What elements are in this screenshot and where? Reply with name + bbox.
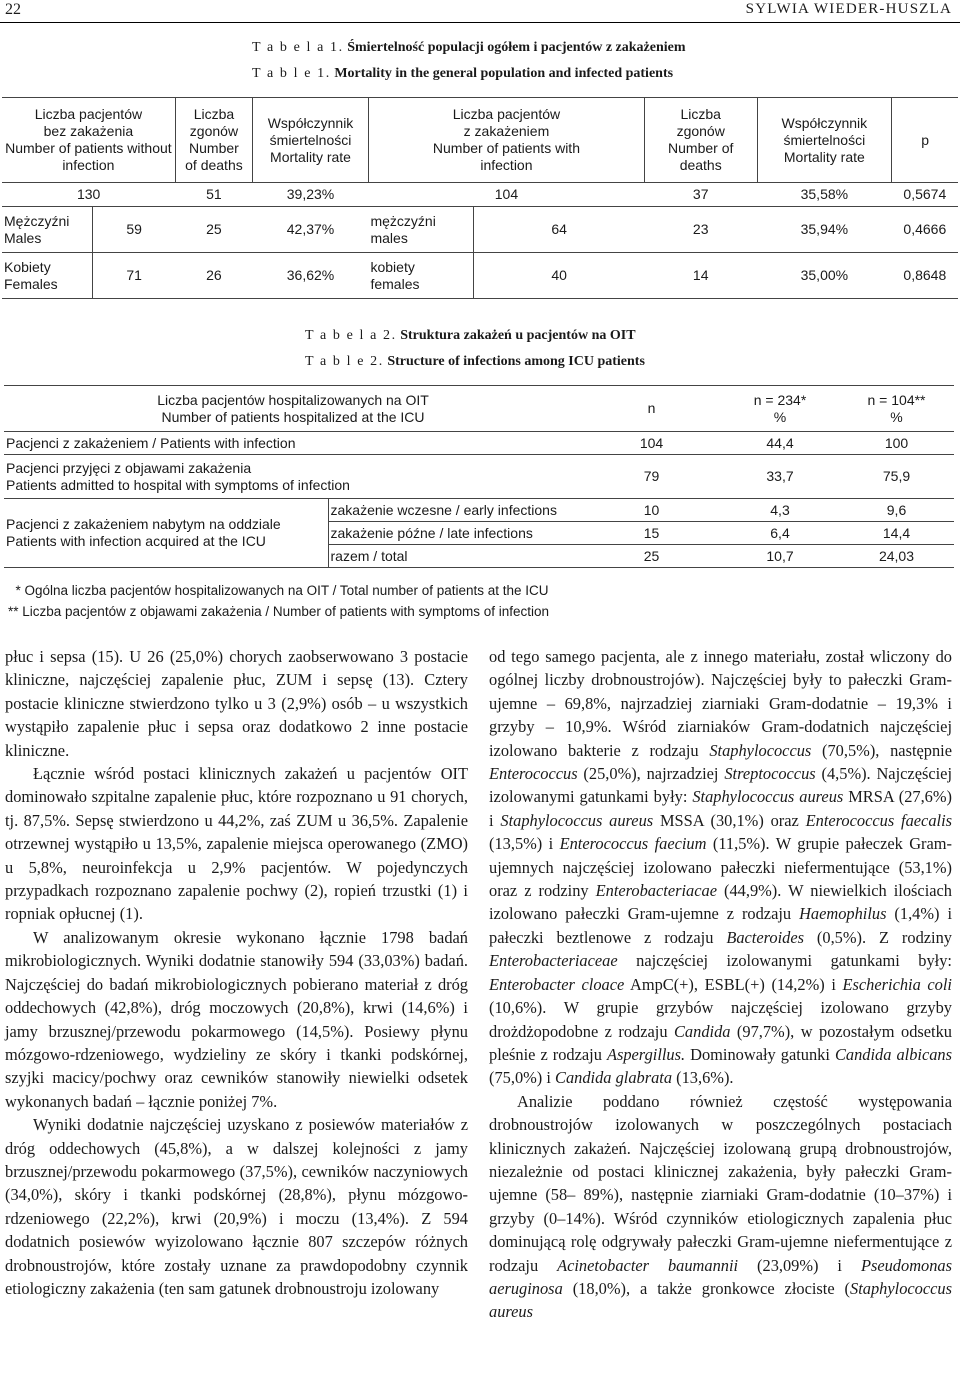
row-label-males: Mężczyźni Males	[2, 207, 93, 253]
cell-pct104: 75,9	[882, 468, 911, 484]
row-label-acquired: Pacjenci z zakażeniem nabytym na oddziale Patients with infection acquired at the ICU	[4, 499, 328, 568]
row-label-females: Kobiety Females	[2, 253, 93, 299]
cell-pct104: 14,4	[882, 524, 911, 541]
cell-n: 25	[643, 547, 660, 564]
cell-rate1-males: 42,37%	[286, 221, 335, 237]
table2-caption-pl	[305, 328, 636, 344]
header-infected: Liczba pacjentów z zakażeniem Number of patients with infection	[368, 98, 644, 183]
cell-deaths2-females: 14	[692, 267, 709, 283]
cell-pct104: 9,6	[886, 501, 907, 518]
table1-caption-pl	[252, 40, 686, 56]
cell-rate2-males: 35,94%	[800, 221, 849, 237]
cell-deaths1-females: 26	[206, 267, 222, 283]
table2-title-en: Structure of infections among ICU patients	[387, 354, 645, 369]
paragraph: Analizie poddano również częstość występowania drobnoustrojów izolowanych w poszczególnych postaciach klinicznych zakażeń. Najczęściej izolowaną grupą drobnoustrojów, niezależnie od postaci klinicznej zakażenia, były pałeczki Gram-ujemne (58– 89%), następnie ziarniaki Gram-dodatnie (10–37%) i grzyby (0–14%). Wśród czynników etiologicznych zapalenia płuc dominującą rolę odgrywały pałeczki Gram-ujemne niefermentujące z rodzaju Acinetobacter baumannii (23,09%) i Pseudomonas aeruginosa (18,0%), a także gronkowce złociste (Staphylococcus aureus	[489, 1091, 952, 1322]
paragraph: Wyniki dodatnie najczęściej uzyskano z posiewów materiałów z dróg oddechowych (45,8%), a w dalszej kolejności z jamy brzusznej/przewodu pokarmowego (37,5%), cewników naczyniowych (34,0%), skóry i tkanki podskórnej (28,8%), płynu mózgowo-rdzeniowego (22,2%), krwi (20,9%) i moczu (13,4%). Z 594 dodatnich posiewów wyizolowano łącznie 807 szczepów różnych drobnoustrojów, które zostały uznane za prawdopodobny czynnik etiologiczny zakażenia (ten sam gatunek drobnoustroju izolowany	[5, 1115, 468, 1298]
row-label-total: razem / total	[330, 547, 408, 564]
table-row-females	[2, 253, 958, 299]
header-deaths-noninfected: Liczba zgonów Number of deaths	[175, 98, 252, 183]
cell-pct104: 24,03	[878, 547, 915, 564]
header-deaths-infected: Liczba zgonów Number of deaths	[644, 98, 757, 183]
cell-infected-males: 64	[551, 221, 567, 237]
table1-label-pl: T a b e l a 1.	[252, 40, 344, 55]
cell-n: 104	[639, 434, 664, 451]
table-row-total	[2, 183, 958, 207]
table1-label-en: T a b l e 1.	[252, 66, 331, 81]
cell-deaths1-total: 51	[206, 186, 222, 202]
cell-infected-total: 104	[494, 186, 519, 202]
table-row	[4, 455, 954, 499]
table2-title-pl: Struktura zakażeń u pacjentów na OIT	[400, 328, 636, 343]
cell-rate2-total: 35,58%	[800, 186, 849, 202]
running-head-author: SYLWIA WIEDER-HUSZLA	[745, 1, 952, 17]
cell-noninfected-males: 59	[126, 221, 142, 237]
table-row	[4, 432, 954, 455]
cell-pct234: 44,4	[766, 434, 794, 451]
header-p: p	[921, 131, 929, 148]
cell-n: 15	[643, 524, 660, 541]
table-row-males	[2, 207, 958, 253]
page-header	[0, 0, 960, 23]
cell-p-females: 0,8648	[903, 267, 947, 283]
header-n234: n = 234* %	[753, 391, 807, 425]
paragraph: Łącznie wśród postaci klinicznych zakażeń u pacjentów OIT dominowało szpitalne zapalenie płuc, które rozpoznano u 91 chorych, tj. 87,5%. Sepsę stwierdzono u 44,2%, zaś ZUM u 36,5%. Zapalenie otrzewnej wystąpiło u 13,5%, zapalenie miejsca operowanego (ZMO) u 5,8%, neuroinfekcja u 2,9% pacjentów. W pojedynczych przypadkach rozpoznano zapalenie pochwy (2), ropień trzustki (1) i ropniak opłucnej (1).	[5, 764, 468, 924]
cell-rate2-females: 35,00%	[800, 267, 849, 283]
body-text-left-column	[5, 645, 468, 1300]
header-noninfected: Liczba pacjentów bez zakażenia Number of patients without infection	[2, 98, 175, 183]
header-rate-infected: Współczynnik śmiertelności Mortality rate	[757, 98, 892, 183]
mortality-table	[2, 97, 958, 299]
table2-label-pl: T a b e l a 2.	[305, 328, 397, 343]
table1-title-pl: Śmiertelność populacji ogółem i pacjentów z zakażeniem	[347, 40, 686, 55]
cell-pct234: 33,7	[766, 468, 794, 484]
paragraph: W analizowanym okresie wykonano łącznie 1798 badań mikrobiologicznych. Wyniki dodatnie stanowiły 594 (33,03%) badań. Najczęściej do badań mikrobiologicznych pobierano materiał z dróg oddechowych (42,8%), dróg moczowych (20,8%), krwi (14,6%) i jamy brzusznej/przewodu pokarmowego (14,5%). Posiewy płynu mózgowo-rdzeniowego, wydzieliny ze skóry i tkanki podskórnej, szyjki macicy/pochwy oraz cewników stanowiły niewielki odsetek wykonanych badań – łącznie poniżej 7%.	[5, 927, 468, 1111]
paragraph: płuc i sepsa (15). U 26 (25,0%) chorych zaobserwowano 3 postacie kliniczne, najczęściej zapalenie płuc, ZUM i sepsę (13). Cztery postacie kliniczne stwierdzono tylko u 3 (2,9%) osób – u wszystkich wystąpiło zapalenie płuc i sepsa oraz dodatkowo 2 inne postacie kliniczne.	[5, 647, 468, 760]
footnote-2: ** Liczba pacjentów z objawami zakażenia / Number of patients with symptoms of infection	[8, 604, 550, 619]
header-rate-noninfected: Współczynnik śmiertelności Mortality rate	[253, 98, 369, 183]
paragraph: od tego samego pacjenta, ale z innego materiału, został wliczony do ogólnej liczby drobnoustrojów). Najczęściej były to pałeczki Gram-ujemne – 69,8%, najrzadziej ziarniaki Gram-dodatnie – 19,3% i grzyby – 10,9%. Wśród ziarniaków Gram-dodatnich najczęściej izolowano bakterie z rodzaju Staphylococcus (70,5%), następnie Enterococcus (25,0%), najrzadziej Streptococcus (4,5%). Najczęściej izolowanymi gatunkami były: Staphylococcus aureus MRSA (27,6%) i Staphylococcus aureus MSSA (30,1%) oraz Enterococcus faecalis (13,5%) i Enterococcus faecium (11,5%). W grupie pałeczek Gram-ujemnych najczęściej izolowano pałeczki niefermentujące (53,1%) oraz z rodziny Enterobacteriacae (44,9%). W niewielkich ilościach izolowano pałeczki Gram-ujemne z rodzaju Haemophilus (1,4%) i pałeczki beztlenowe z rodzaju Bacteroides (0,5%). Z rodziny Enterobacteriaceae najczęściej izolowanymi gatunkami były: Enterobacter cloace AmpC(+), ESBL(+) (14,2%) i Escherichia coli (10,6%). W grupie grzybów najczęściej izolowano grzyby drożdżopodobne z rodzaju Candida (97,7%), w pozostałym odsetku pleśnie z rodzaju Aspergillus. Dominowały gatunki Candida albicans (75,0%) i Candida glabrata (13,6%).	[489, 647, 953, 1088]
table1-title-en: Mortality in the general population and infected patients	[334, 66, 674, 81]
cell-p-males: 0,4666	[903, 221, 947, 237]
row-label-late: zakażenie późne / late infections	[330, 524, 533, 541]
header-n: n	[647, 400, 656, 416]
row-label-females-infected: kobiety females	[368, 253, 473, 299]
cell-pct234: 6,4	[770, 524, 790, 541]
table2-label-en: T a b l e 2.	[305, 354, 384, 369]
cell-rate1-total: 39,23%	[286, 186, 335, 202]
cell-noninfected-total: 130	[76, 186, 101, 202]
header-n104: n = 104** %	[867, 391, 926, 425]
footnote-1: * Ogólna liczba pacjentów hospitalizowanych na OIT / Total number of patients at the ICU	[8, 583, 549, 598]
cell-n: 10	[643, 501, 660, 518]
row-label-infected: Pacjenci z zakażeniem / Patients with infection	[6, 434, 296, 451]
cell-pct234: 10,7	[766, 547, 794, 564]
header-hospitalized: Liczba pacjentów hospitalizowanych na OIT Number of patients hospitalized at the ICU	[157, 391, 429, 425]
cell-p-total: 0,5674	[903, 186, 947, 202]
cell-deaths1-males: 25	[206, 221, 222, 237]
table-row	[4, 499, 954, 522]
cell-pct104: 100	[884, 434, 909, 451]
infection-structure-table	[4, 385, 954, 568]
body-text-right-column	[489, 645, 952, 1324]
cell-n: 79	[643, 468, 660, 484]
cell-noninfected-females: 71	[126, 267, 142, 283]
table1-caption-en	[252, 66, 673, 82]
table2-caption-en	[305, 354, 645, 370]
cell-deaths2-total: 37	[692, 186, 709, 202]
cell-pct234: 4,3	[770, 501, 790, 518]
page-number: 22	[5, 1, 21, 18]
table-footnotes	[8, 580, 549, 622]
row-label-males-infected: mężczyźni males	[368, 207, 473, 253]
row-label-early: zakażenie wczesne / early infections	[330, 501, 557, 518]
cell-rate1-females: 36,62%	[286, 267, 335, 283]
cell-infected-females: 40	[551, 267, 567, 283]
row-label-admitted: Pacjenci przyjęci z objawami zakażenia Patients admitted to hospital with symptoms of infection	[6, 459, 350, 493]
cell-deaths2-males: 23	[692, 221, 709, 237]
